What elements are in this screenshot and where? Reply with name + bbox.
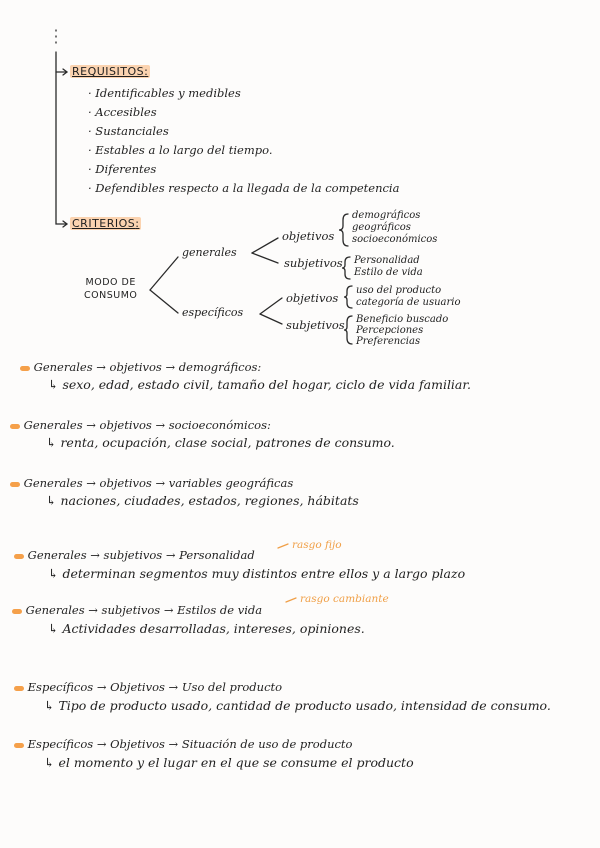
requisito-item: · Estables a lo largo del tiempo. <box>88 143 273 157</box>
leaves-esp-objetivos: uso del producto categoría de usuario <box>356 285 461 308</box>
bullet-icon <box>20 366 30 371</box>
tree-gen-subjetivos: subjetivos <box>284 256 343 270</box>
requisito-item: · Sustanciales <box>88 124 169 138</box>
tag-rasgo-fijo: rasgo fijo <box>292 539 342 551</box>
requisitos-heading: REQUISITOS: <box>72 65 149 78</box>
note: Específicos → Objetivos → Uso del producto ↳ Tipo de producto usado, cantidad de producto usado, intensidad de consumo. <box>14 680 551 713</box>
bullet-icon <box>12 609 22 614</box>
tree-generales: generales <box>182 246 237 259</box>
requisito-item: · Accesibles <box>88 105 157 119</box>
bullet-icon <box>10 424 20 429</box>
requisito-item: · Diferentes <box>88 162 157 176</box>
leaves-esp-subjetivos: Beneficio buscado Percepciones Preferencias <box>356 314 449 347</box>
requisito-item: · Defendibles respecto a la llegada de la competencia <box>88 181 400 195</box>
bullet-icon <box>10 482 20 487</box>
bullet-icon <box>14 743 24 748</box>
tag-rasgo-cambiante: rasgo cambiante <box>300 593 389 605</box>
note: Generales → objetivos → socioeconómicos: ↳ renta, ocupación, clase social, patrones de consumo. <box>10 418 395 450</box>
tree-gen-objetivos: objetivos <box>282 229 335 243</box>
note: Generales → objetivos → demográficos: ↳ sexo, edad, estado civil, tamaño del hogar, ciclo de vida familiar. <box>20 360 471 392</box>
tree-esp-subjetivos: subjetivos <box>286 318 345 332</box>
note: Específicos → Objetivos → Situación de uso de producto ↳ el momento y el lugar en el que se consume el producto <box>14 737 414 770</box>
tree-especificos: específicos <box>182 306 244 319</box>
criterios-heading: CRITERIOS: <box>72 217 140 230</box>
bullet-icon <box>14 554 24 559</box>
bullet-icon <box>14 686 24 691</box>
requisito-item: · Identificables y medibles <box>88 86 241 100</box>
tree-esp-objetivos: objetivos <box>286 291 339 305</box>
note: Generales → objetivos → variables geográficas ↳ naciones, ciudades, estados, regiones, hábitats <box>10 476 359 508</box>
leaves-gen-objetivos: demográficos geográficos socioeconómicos <box>352 210 438 245</box>
note: Generales → subjetivos → Personalidad ↳ determinan segmentos muy distintos entre ellos y a largo plazo <box>14 548 465 581</box>
leaves-gen-subjetivos: Personalidad Estilo de vida <box>354 255 423 278</box>
tree-root: MODO DE CONSUMO <box>84 277 138 301</box>
note: Generales → subjetivos → Estilos de vida ↳ Actividades desarrolladas, intereses, opiniones. <box>12 603 365 636</box>
